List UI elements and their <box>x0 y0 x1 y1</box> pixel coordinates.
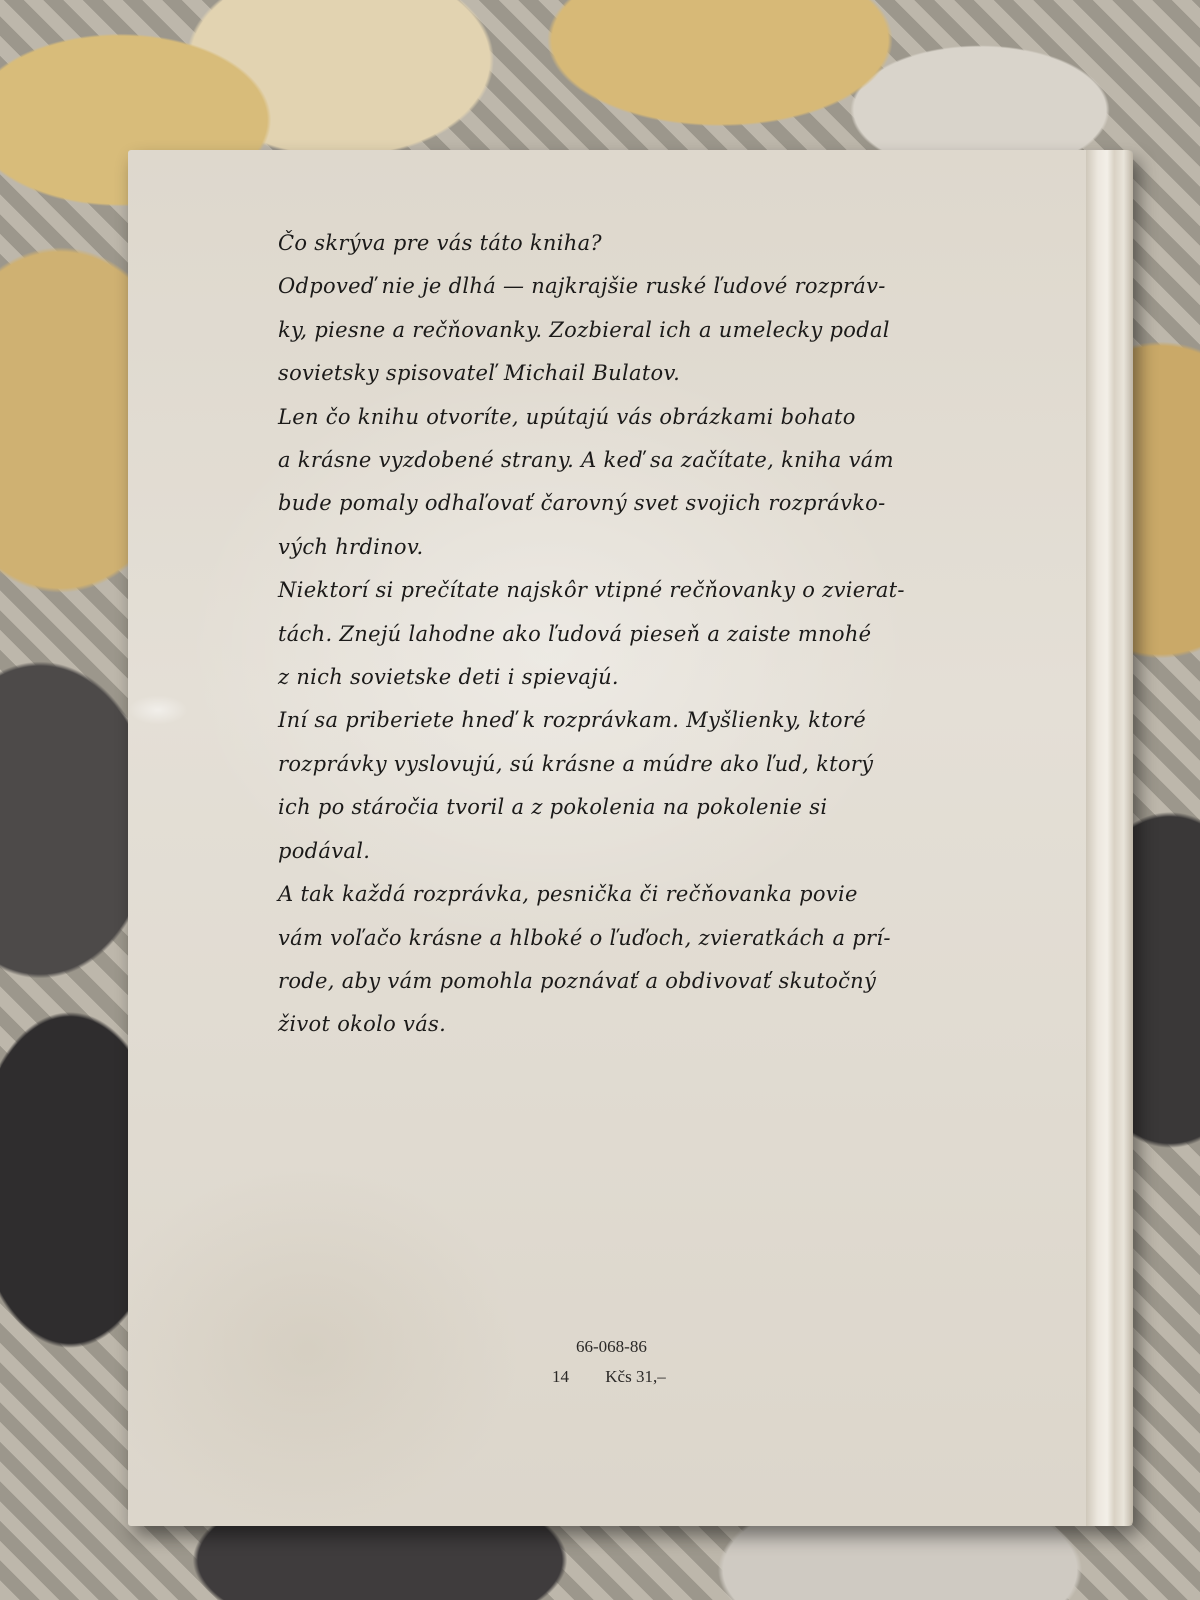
blurb-line: rozprávky vyslovujú, sú krásne a múdre ako ľud, ktorý <box>278 751 874 776</box>
blurb-line: vých hrdinov. <box>278 534 424 559</box>
blurb-line: Len čo knihu otvoríte, upútajú vás obrázkami bohato <box>278 404 856 429</box>
book-spine <box>1086 150 1133 1526</box>
blurb-line: a krásne vyzdobené strany. A keď sa začítate, kniha vám <box>278 448 894 473</box>
blurb-line: podával. <box>278 838 371 863</box>
blurb-line: rode, aby vám pomohla poznávať a obdivovať skutočný <box>278 968 877 993</box>
cover-crease <box>128 695 188 725</box>
blurb-line: život okolo vás. <box>278 1012 447 1037</box>
book-back-cover <box>128 150 1133 1526</box>
imprint-number: 14 <box>552 1367 569 1386</box>
price-row <box>552 1367 698 1387</box>
blurb-line: ky, piesne a rečňovanky. Zozbieral ich a umelecky podal <box>278 317 890 342</box>
blurb-line: A tak každá rozprávka, pesnička či rečňovanka povie <box>278 882 858 907</box>
blurb-line: Niektorí si prečítate najskôr vtipné rečňovanky o zvierat- <box>278 578 905 603</box>
blurb-line: vám voľačo krásne a hlboké o ľuďoch, zvieratkách a prí- <box>278 925 891 950</box>
blurb-line: z nich sovietske deti i spievajú. <box>278 665 619 690</box>
blurb-line: tách. Znejú lahodne ako ľudová pieseň a zaiste mnohé <box>278 621 872 646</box>
blurb-line: ich po stáročia tvoril a z pokolenia na pokolenie si <box>278 795 828 820</box>
blurb-line: Iní sa priberiete hneď k rozprávkam. Myšlienky, ktoré <box>278 708 866 733</box>
blurb-text <box>278 222 958 1047</box>
blurb-line: Čo skrýva pre vás táto kniha? <box>278 231 602 255</box>
blurb-line: sovietsky spisovateľ Michail Bulatov. <box>278 361 681 386</box>
blurb-line: Odpoveď nie je dlhá — najkrajšie ruské ľudové rozpráv- <box>278 274 886 299</box>
cover-page <box>128 150 1086 1526</box>
price-label: Kčs 31,– <box>605 1367 666 1386</box>
blurb-line: bude pomaly odhaľovať čarovný svet svojich rozprávko- <box>278 491 886 516</box>
catalog-code: 66-068-86 <box>576 1337 647 1356</box>
